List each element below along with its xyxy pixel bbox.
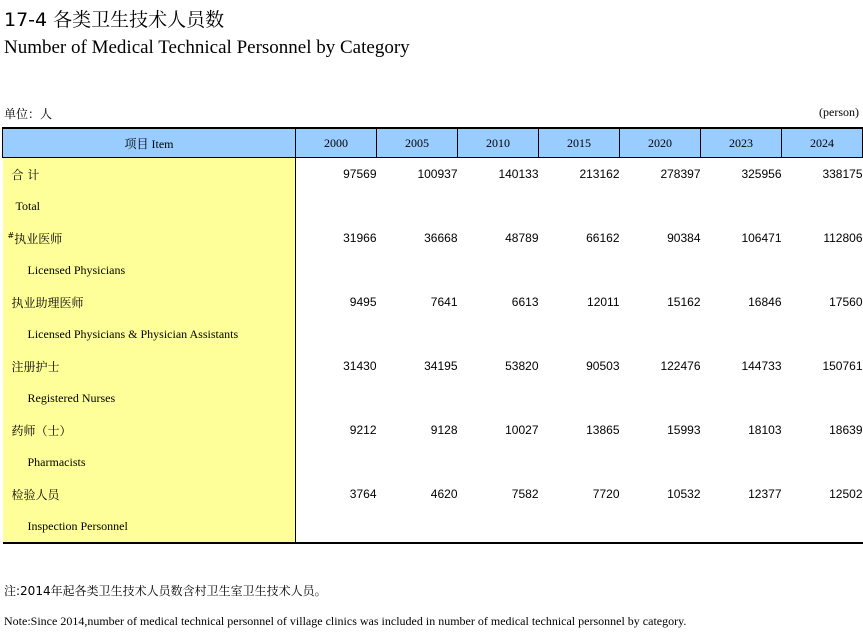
table-row-sub (3, 446, 863, 478)
table-cell: 36668 (424, 231, 458, 245)
table-row-sub (3, 510, 863, 543)
row-label-en: Inspection Personnel (3, 510, 296, 543)
table-row (3, 350, 863, 382)
row-label-en: Licensed Physicians & Physician Assistants (3, 318, 296, 350)
row-label-cn: 合 计 (3, 158, 296, 191)
table-cell: 7641 (430, 295, 458, 309)
table-cell: 15993 (667, 423, 701, 437)
table-cell: 140133 (498, 167, 539, 181)
row-label-en: Total (3, 190, 296, 222)
table-cell: 10027 (505, 423, 539, 437)
table-row (3, 414, 863, 446)
table-cell: 4620 (430, 487, 458, 501)
row-label-en: Pharmacists (3, 446, 296, 478)
table-row (3, 478, 863, 510)
table-cell: 18103 (748, 423, 782, 437)
table-cell: 13865 (586, 423, 620, 437)
row-label-en: Registered Nurses (3, 382, 296, 414)
table-cell: 338175 (822, 167, 863, 181)
table-cell: 16846 (748, 295, 782, 309)
header-row (3, 128, 863, 158)
table-cell: 9212 (349, 423, 377, 437)
table-cell: 66162 (586, 231, 620, 245)
header-year: 2000 (296, 128, 377, 158)
table-cell: 100937 (417, 167, 458, 181)
header-year: 2020 (620, 128, 701, 158)
table-cell: 122476 (660, 359, 701, 373)
table-cell: 12011 (587, 295, 620, 309)
table-cell: 213162 (579, 167, 620, 181)
row-label-cn: 药师（士） (3, 414, 296, 446)
row-label-cn: #执业医师 (3, 222, 296, 254)
table-cell: 3764 (349, 487, 377, 501)
table-cell: 34195 (424, 359, 458, 373)
row-label-cn: 检验人员 (3, 478, 296, 510)
table-row (3, 222, 863, 254)
unit-label-cn: 单位：人 (4, 107, 53, 121)
row-label-cn: 注册护士 (3, 350, 296, 382)
footnote-en: Note:Since 2014,number of medical technical personnel of village clinics was included in number of medical technical personnel by category. (4, 614, 687, 628)
table-cell: 6613 (511, 295, 539, 309)
header-year: 2005 (377, 128, 458, 158)
page-title-cn: 17-4 各类卫生技术人员数 (4, 9, 225, 31)
footnote-cn: 注:2014年起各类卫生技术人员数含村卫生室卫生技术人员。 (4, 584, 327, 598)
table-cell: 278397 (660, 167, 701, 181)
row-label-en: Licensed Physicians (3, 254, 296, 286)
table-cell: 17560 (829, 295, 863, 309)
table-cell: 112806 (823, 231, 863, 245)
row-label-cn: 执业助理医师 (3, 286, 296, 318)
table-row (3, 158, 863, 191)
table-cell: 18639 (829, 423, 863, 437)
table-cell: 150761 (822, 359, 863, 373)
header-year: 2015 (539, 128, 620, 158)
table-cell: 12377 (748, 487, 782, 501)
unit-label-en: (person) (819, 105, 859, 119)
table-cell: 53820 (505, 359, 539, 373)
table-cell: 31966 (343, 231, 377, 245)
table-cell: 10532 (667, 487, 701, 501)
header-year: 2024 (782, 128, 863, 158)
table-cell: 144733 (741, 359, 782, 373)
table-row (3, 286, 863, 318)
table-cell: 106471 (741, 231, 782, 245)
table-cell: 12502 (829, 487, 863, 501)
table-cell: 9128 (430, 423, 458, 437)
page-title-en: Number of Medical Technical Personnel by Category (4, 37, 410, 58)
table-cell: 325956 (741, 167, 782, 181)
table-cell: 48789 (505, 231, 539, 245)
table-row-sub (3, 382, 863, 414)
table-cell: 7720 (592, 487, 620, 501)
header-year: 2010 (458, 128, 539, 158)
table-cell: 31430 (343, 359, 377, 373)
table-row-sub (3, 190, 863, 222)
table-cell: 90384 (667, 231, 701, 245)
table-cell: 7582 (511, 487, 539, 501)
table-row-sub (3, 318, 863, 350)
personnel-table (2, 127, 863, 544)
table-cell: 90503 (586, 359, 620, 373)
table-cell: 15162 (667, 295, 701, 309)
table-cell: 97569 (343, 167, 377, 181)
footnote-mark: # (7, 230, 15, 240)
table-row-sub (3, 254, 863, 286)
table-cell: 9495 (349, 295, 377, 309)
header-item: 项目 Item (3, 128, 296, 158)
header-year: 2023 (701, 128, 782, 158)
